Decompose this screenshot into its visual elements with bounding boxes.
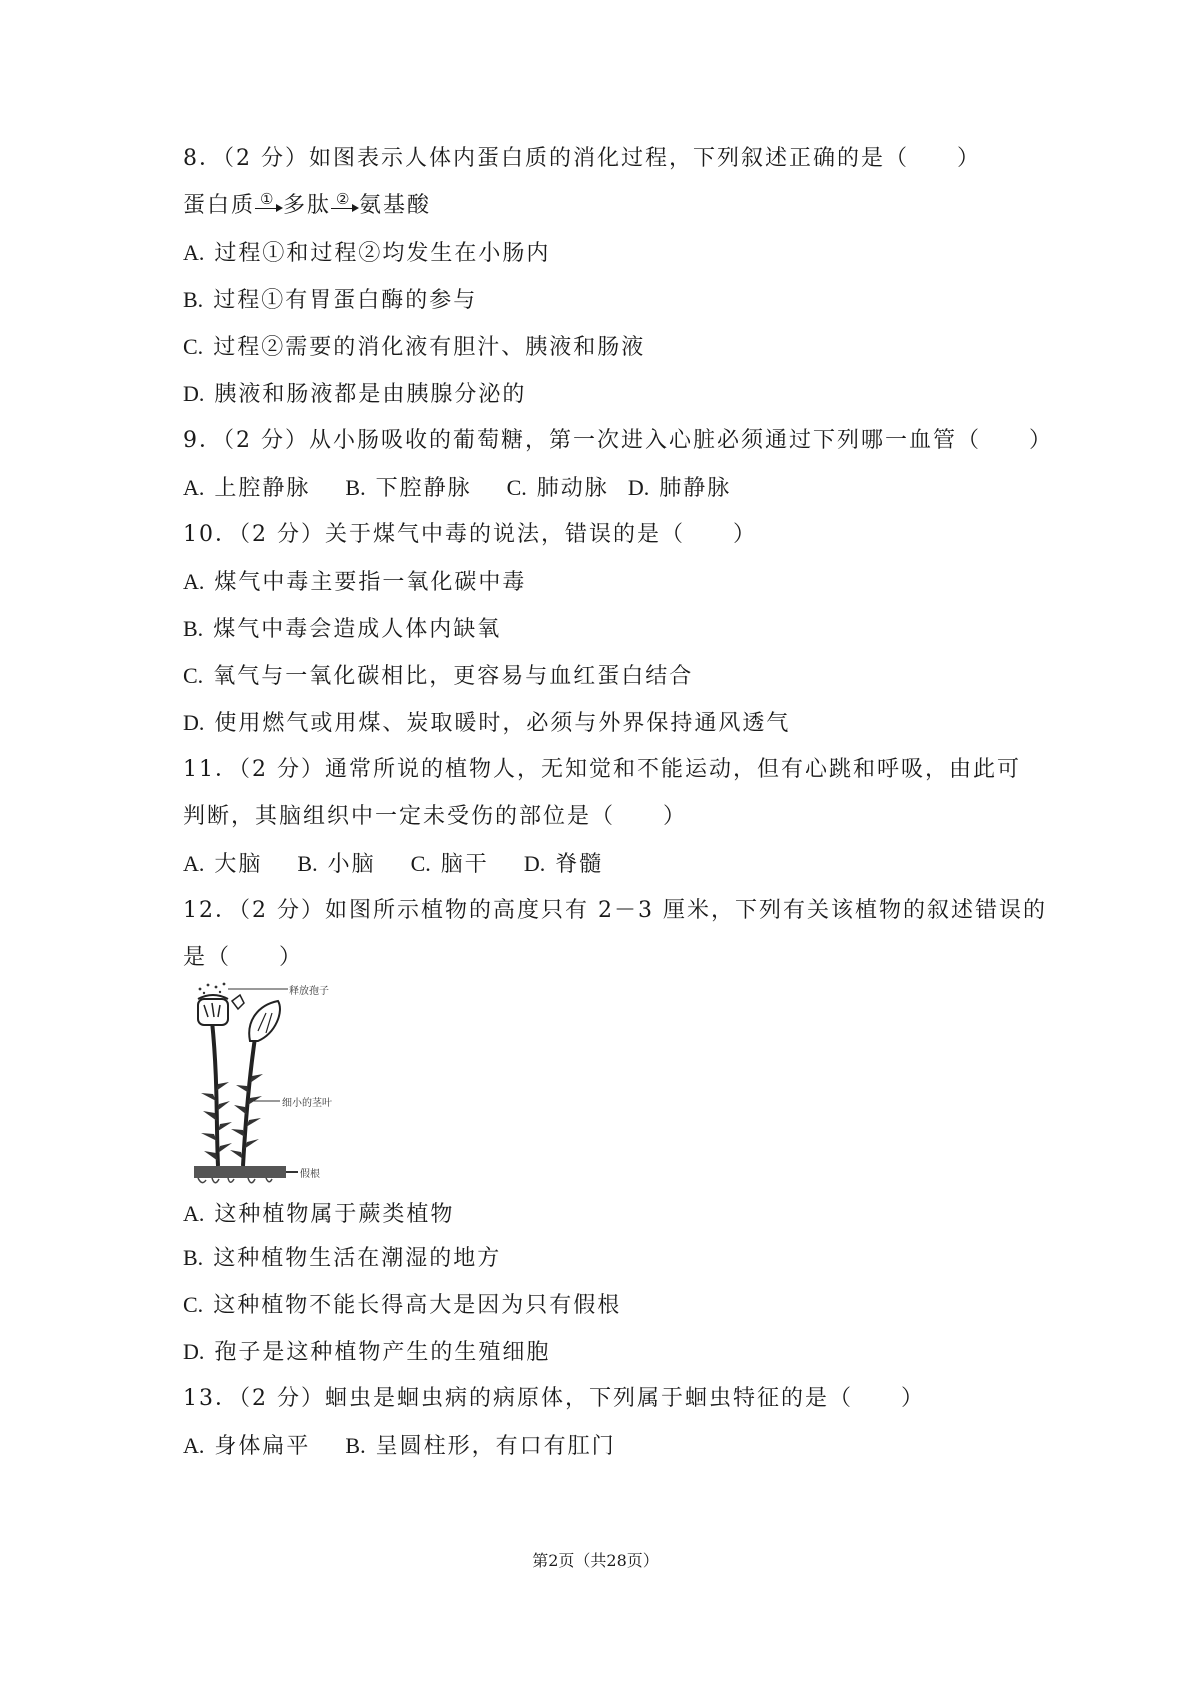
option[interactable]	[183, 1335, 1033, 1382]
option[interactable]	[183, 377, 1033, 424]
page-footer: 第2页（共28页）	[532, 1551, 659, 1570]
option-text: 呈圆柱形，有口有肛门	[375, 1434, 616, 1459]
protein-digestion-formula	[183, 189, 1033, 236]
question-13-options	[183, 1429, 1033, 1476]
option[interactable]	[628, 476, 731, 501]
option[interactable]	[183, 612, 1033, 659]
moss-plant-illustration	[188, 981, 368, 1191]
question-list	[183, 142, 1053, 1476]
option-letter: C.	[183, 1292, 204, 1317]
option-letter: D.	[183, 710, 205, 735]
option-text: 孢子是这种植物产生的生殖细胞	[214, 1340, 551, 1365]
question-11-options	[183, 847, 1033, 894]
question-11-stem: 11．（2 分）通常所说的植物人，无知觉和不能运动，但有心跳和呼吸，由此可	[183, 757, 1021, 782]
question-9-stem: 9．（2 分）从小肠吸收的葡萄糖，第一次进入心脏必须通过下列哪一血管（ ）	[183, 428, 1053, 453]
option-text: 大脑	[214, 852, 263, 877]
option-text: 肺静脉	[659, 476, 732, 501]
question-8-stem: 8．（2 分）如图表示人体内蛋白质的消化过程，下列叙述正确的是（ ）	[183, 146, 981, 171]
option-letter: D.	[627, 475, 650, 500]
option-letter: B.	[345, 1433, 366, 1458]
option-letter: B.	[183, 616, 204, 641]
option[interactable]	[297, 852, 375, 877]
option-letter: D.	[183, 1339, 205, 1364]
formula-protein: 蛋白质	[183, 193, 256, 218]
option-letter: C.	[183, 334, 204, 359]
option-letter: C.	[506, 475, 527, 500]
option-text: 这种植物生活在潮湿的地方	[213, 1246, 502, 1271]
option-letter: B.	[345, 475, 366, 500]
option[interactable]	[183, 283, 1033, 330]
moss-plant-figure	[188, 981, 368, 1191]
option-letter: D.	[523, 851, 546, 876]
option-letter: A.	[183, 475, 205, 500]
option-text: 下腔静脉	[375, 476, 472, 501]
question-9-options	[183, 471, 1033, 518]
option-text: 上腔静脉	[214, 476, 311, 501]
option-text: 脊髓	[555, 852, 604, 877]
option[interactable]	[183, 236, 1033, 283]
option-letter: A.	[183, 851, 205, 876]
option-letter: A.	[183, 1201, 205, 1226]
option[interactable]	[183, 1434, 310, 1459]
option[interactable]	[507, 476, 609, 501]
option-text: 这种植物属于蕨类植物	[214, 1202, 455, 1227]
option[interactable]	[183, 852, 262, 877]
stem-leaf-label: 细小的茎叶	[282, 1098, 332, 1109]
option-letter: A.	[183, 1433, 205, 1458]
option-text: 煤气中毒主要指一氧化碳中毒	[214, 570, 527, 595]
formula-polypeptide: 多肽	[283, 193, 332, 218]
rhizoid-label: 假根	[300, 1169, 320, 1180]
option[interactable]	[183, 1288, 1033, 1335]
option[interactable]	[183, 659, 1033, 706]
option-letter: A.	[183, 240, 205, 265]
option-text: 小脑	[327, 852, 376, 877]
ground-strip	[194, 1166, 286, 1178]
option-text: 过程②需要的消化液有胆汁、胰液和肠液	[213, 335, 646, 360]
question-13-stem: 13．（2 分）蛔虫是蛔虫病的病原体，下列属于蛔虫特征的是（ ）	[183, 1386, 925, 1411]
option[interactable]	[183, 476, 310, 501]
question-12-stem: 12．（2 分）如图所示植物的高度只有 2－3 厘米，下列有关该植物的叙述错误的	[183, 898, 1047, 923]
question-10-stem: 10．（2 分）关于煤气中毒的说法，错误的是（ ）	[183, 522, 757, 547]
option-text: 过程①和过程②均发生在小肠内	[214, 241, 551, 266]
option-text: 这种植物不能长得高大是因为只有假根	[213, 1293, 622, 1318]
option[interactable]	[524, 852, 603, 877]
option[interactable]	[345, 476, 471, 501]
arrow-icon	[331, 190, 359, 216]
option-text: 煤气中毒会造成人体内缺氧	[213, 617, 502, 642]
process-2-label: ②	[336, 190, 350, 208]
option-text: 氧气与一氧化碳相比，更容易与血红蛋白结合	[213, 664, 694, 689]
option-letter: A.	[183, 569, 205, 594]
option[interactable]	[183, 1197, 1033, 1241]
option-letter: B.	[183, 1245, 204, 1270]
option-text: 肺动脉	[536, 476, 609, 501]
option[interactable]	[183, 330, 1033, 377]
option-letter: B.	[183, 287, 204, 312]
option[interactable]	[411, 852, 489, 877]
arrow-icon	[255, 190, 283, 216]
option-text: 过程①有胃蛋白酶的参与	[213, 288, 478, 313]
option[interactable]	[345, 1434, 615, 1459]
option-text: 身体扁平	[214, 1434, 311, 1459]
option-text: 脑干	[440, 852, 489, 877]
spore-label: 释放孢子	[289, 986, 329, 997]
option[interactable]	[183, 706, 1033, 753]
question-11-stem-cont: 判断，其脑组织中一定未受伤的部位是（ ）	[183, 804, 688, 829]
option-letter: D.	[183, 381, 205, 406]
option-letter: B.	[297, 851, 318, 876]
option-text: 胰液和肠液都是由胰腺分泌的	[214, 382, 527, 407]
option-letter: C.	[183, 663, 204, 688]
formula-amino-acid: 氨基酸	[359, 193, 432, 218]
option-text: 使用燃气或用煤、炭取暖时，必须与外界保持通风透气	[214, 711, 791, 736]
option[interactable]	[183, 565, 1033, 612]
option[interactable]	[183, 1241, 1033, 1288]
process-1-label: ①	[260, 190, 274, 208]
question-12-stem-cont: 是（ ）	[183, 945, 304, 970]
option-letter: C.	[410, 851, 431, 876]
